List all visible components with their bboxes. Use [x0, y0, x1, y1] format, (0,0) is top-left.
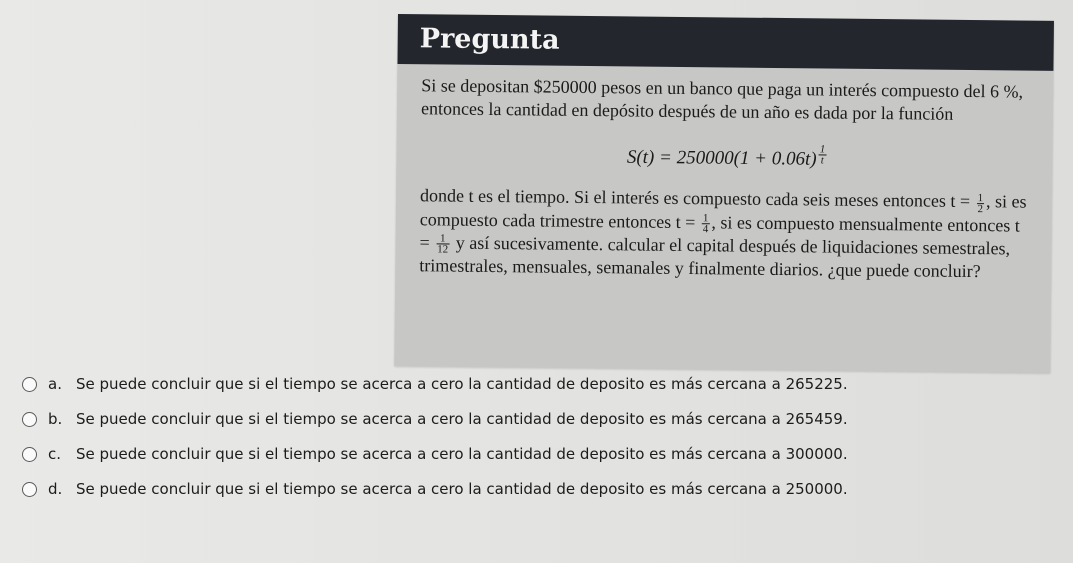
- option-letter: b.: [48, 410, 63, 428]
- fraction-semestral: [976, 193, 984, 214]
- question-details: [419, 185, 1034, 285]
- option-letter: c.: [48, 445, 62, 463]
- details-part4: y así sucesivamente. calcular el capital después de liquidaciones semestrales, trimestrales, mensuales, semanales y finalmente diarios. ¿que puede concluir?: [419, 232, 1011, 282]
- formula-exponent: [817, 143, 829, 167]
- formula-exp-den: t: [820, 154, 824, 167]
- frac3-num: 1: [436, 234, 449, 245]
- details-part3: , si es compuesto mensualmente entonces t =: [419, 211, 1020, 253]
- answer-options: [22, 374, 1042, 514]
- radio-button-a[interactable]: [22, 377, 37, 392]
- question-body: [395, 64, 1053, 284]
- question-card: [394, 14, 1054, 373]
- details-part2: , si es compuesto cada trimestre entonces t =: [419, 191, 1027, 232]
- option-letter: d.: [48, 480, 63, 498]
- option-text: Se puede concluir que si el tiempo se acerca a cero la cantidad de deposito es más cercana a 300000.: [76, 445, 848, 463]
- option-a[interactable]: [22, 374, 1042, 394]
- frac1-den: 2: [977, 202, 984, 215]
- radio-button-b[interactable]: [22, 412, 37, 427]
- question-title: Pregunta: [397, 14, 1053, 71]
- formula-exp-num: 1: [819, 143, 826, 156]
- question-intro: Si se depositan $250000 pesos en un banco que paga un interés compuesto del 6 %, entonces la cantidad en depósito después de un año es dada por la función: [420, 75, 1024, 124]
- details-part1: donde t es el tiempo. Si el interés es compuesto cada seis meses entonces t =: [419, 185, 975, 212]
- radio-button-d[interactable]: [22, 482, 37, 497]
- option-c[interactable]: [22, 444, 1042, 464]
- formula-main: S(t) = 250000(1 + 0.06t): [626, 146, 817, 170]
- frac3-den: 12: [437, 243, 449, 256]
- fraction-trimestral: [702, 213, 710, 234]
- fraction-mensual: [436, 234, 449, 255]
- option-text: Se puede concluir que si el tiempo se acerca a cero la cantidad de deposito es más cercana a 265225.: [76, 375, 848, 393]
- option-text: Se puede concluir que si el tiempo se acerca a cero la cantidad de deposito es más cercana a 265459.: [76, 410, 848, 428]
- frac1-num: 1: [977, 191, 984, 204]
- option-text: Se puede concluir que si el tiempo se acerca a cero la cantidad de deposito es más cercana a 250000.: [76, 480, 848, 498]
- frac2-num: 1: [702, 212, 709, 225]
- radio-button-c[interactable]: [22, 447, 37, 462]
- formula: [420, 138, 1034, 173]
- frac2-den: 4: [702, 223, 709, 236]
- option-letter: a.: [48, 375, 62, 393]
- option-b[interactable]: [22, 409, 1042, 429]
- option-d[interactable]: [22, 479, 1042, 499]
